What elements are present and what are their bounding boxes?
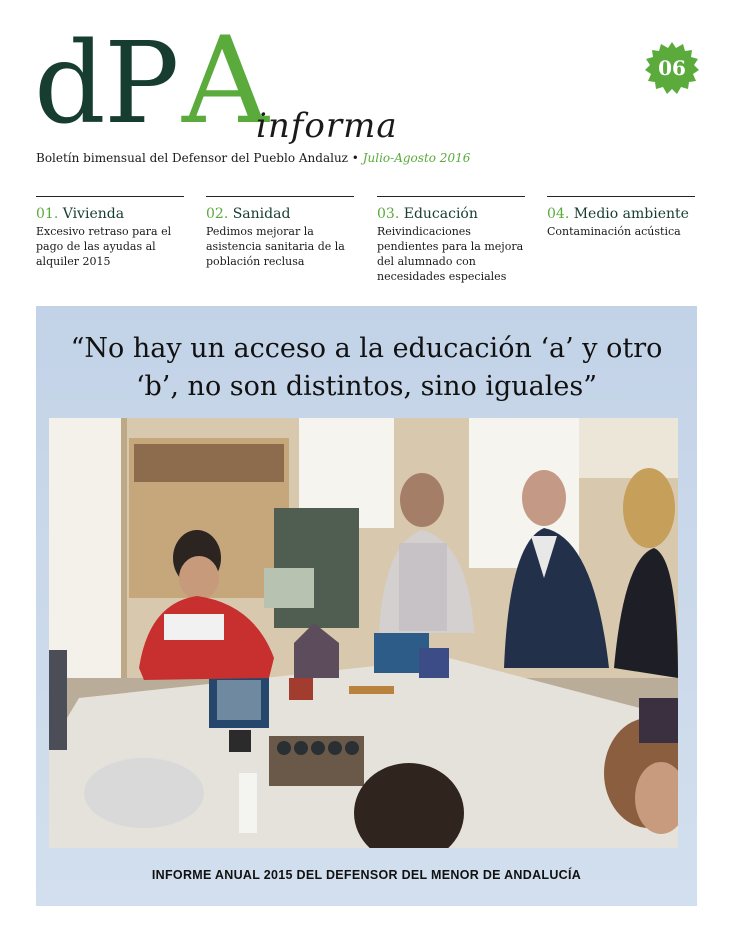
- quote-line: “No hay un acceso a la educación ‘a’ y otro: [70, 333, 663, 364]
- section-heading: [36, 206, 184, 222]
- logo-letter-p: P: [104, 19, 180, 149]
- section-educacion[interactable]: [377, 196, 525, 284]
- section-title: Vivienda: [62, 206, 125, 222]
- issue-date: Julio-Agosto 2016: [362, 151, 471, 165]
- logo-letter-d: d: [34, 19, 100, 149]
- section-heading: [206, 206, 354, 222]
- issue-number-badge: [644, 40, 700, 96]
- bulletin-subtitle: [36, 151, 470, 165]
- issue-number: 06: [658, 56, 686, 80]
- classroom-photo-illustration: [49, 418, 678, 848]
- section-summary: Excesivo retraso para el pago de las ayudas al alquiler 2015: [36, 225, 172, 268]
- section-number: 02.: [206, 206, 229, 222]
- section-title: Sanidad: [232, 206, 291, 222]
- section-number: 01.: [36, 206, 59, 222]
- section-summary: Pedimos mejorar la asistencia sanitaria de la población reclusa: [206, 225, 345, 268]
- section-sanidad[interactable]: [206, 196, 354, 269]
- section-medio-ambiente[interactable]: [547, 196, 695, 239]
- section-title: Medio ambiente: [573, 206, 689, 222]
- section-title: Educación: [403, 206, 478, 222]
- section-heading: [377, 206, 525, 222]
- feature-box: [36, 306, 697, 906]
- section-summary: Contaminación acústica: [547, 225, 681, 238]
- subtitle-text: Boletín bimensual del Defensor del Pueblo Andaluz •: [36, 151, 359, 165]
- section-summary: Reivindicaciones pendientes para la mejora del alumnado con necesidades especiales: [377, 225, 524, 283]
- feature-quote: [36, 330, 697, 406]
- quote-line: ‘b’, no son distintos, sino iguales”: [135, 371, 598, 402]
- feature-caption: INFORME ANUAL 2015 DEL DEFENSOR DEL MENOR DE ANDALUCÍA: [151, 868, 582, 882]
- section-number: 04.: [547, 206, 570, 222]
- logo-informa: informa: [256, 106, 398, 146]
- section-heading: [547, 206, 695, 222]
- section-number: 03.: [377, 206, 400, 222]
- classroom-photo: [49, 418, 678, 848]
- section-vivienda[interactable]: [36, 196, 184, 269]
- logo-letter-a: A: [182, 12, 269, 151]
